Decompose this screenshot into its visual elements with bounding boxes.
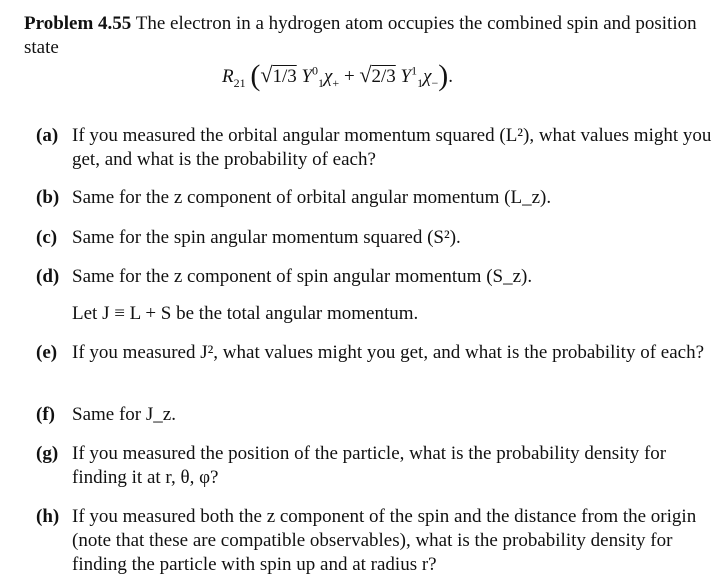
- radial-subscript: 21: [233, 75, 246, 90]
- equation-end: .: [448, 66, 453, 87]
- problem-intro: [24, 12, 714, 60]
- sqrt-symbol-2: √: [359, 62, 372, 87]
- part-f: [36, 403, 714, 427]
- part-label: (a): [36, 125, 59, 146]
- problem-statement: The electron in a hydrogen atom occupies the combined spin and position state: [24, 13, 697, 58]
- part-label: (e): [36, 342, 58, 363]
- part-text: Same for the spin angular momentum squared (S²).: [72, 227, 461, 248]
- part-text: Same for the z component of orbital angular momentum (L_z).: [72, 187, 552, 208]
- part-label: (d): [36, 266, 60, 287]
- spinor-1: χ: [324, 66, 333, 87]
- part-d: [36, 265, 714, 289]
- part-text: If you measured the orbital angular momentum squared (L²), what values might you get, and what is the probability of each?: [72, 125, 712, 170]
- harmonic-1: Y: [301, 66, 313, 87]
- part-label: (h): [36, 506, 60, 527]
- part-label: (g): [36, 443, 59, 464]
- harmonic-1-sub: 1: [318, 75, 325, 90]
- coefficient-1: 1/3: [272, 66, 297, 87]
- spinor-2: χ: [423, 66, 432, 87]
- part-text: If you measured J², what values might you get, and what is the probability of each?: [72, 342, 705, 363]
- part-text: If you measured both the z component of the spin and the distance from the origin (note that these are compatible observables), what is the probability density for finding the particle with spin up and at radius r?: [72, 506, 697, 575]
- radial-symbol: R: [222, 66, 234, 87]
- part-text: If you measured the position of the particle, what is the probability density for finding it at r, θ, φ?: [72, 443, 667, 488]
- spinor-1-sub: +: [332, 75, 340, 90]
- part-label: (f): [36, 404, 55, 425]
- part-g: [36, 442, 714, 490]
- part-b: [36, 186, 714, 210]
- harmonic-1-sup: 0: [312, 63, 319, 78]
- part-a: [36, 124, 714, 172]
- problem-number: Problem 4.55: [24, 13, 132, 34]
- part-label: (c): [36, 227, 58, 248]
- spinor-2-sub: −: [431, 75, 439, 90]
- left-paren: (: [250, 59, 261, 92]
- harmonic-2-sub: 1: [417, 75, 424, 90]
- part-label: (b): [36, 187, 60, 208]
- part-h: [36, 505, 714, 577]
- plus-sign: +: [343, 66, 355, 87]
- aside-text: Let J ≡ L + S be the total angular momentum.: [72, 303, 419, 324]
- total-angular-momentum-note: [72, 302, 702, 326]
- part-c: [36, 226, 714, 250]
- part-text: Same for the z component of spin angular momentum (S_z).: [72, 266, 533, 287]
- right-paren: ): [438, 59, 449, 92]
- harmonic-2-sup: 1: [411, 63, 418, 78]
- coefficient-2: 2/3: [371, 66, 396, 87]
- state-equation: [222, 60, 453, 92]
- part-text: Same for J_z.: [72, 404, 176, 425]
- harmonic-2: Y: [400, 66, 412, 87]
- part-e: [36, 341, 714, 365]
- sqrt-symbol-1: √: [260, 62, 273, 87]
